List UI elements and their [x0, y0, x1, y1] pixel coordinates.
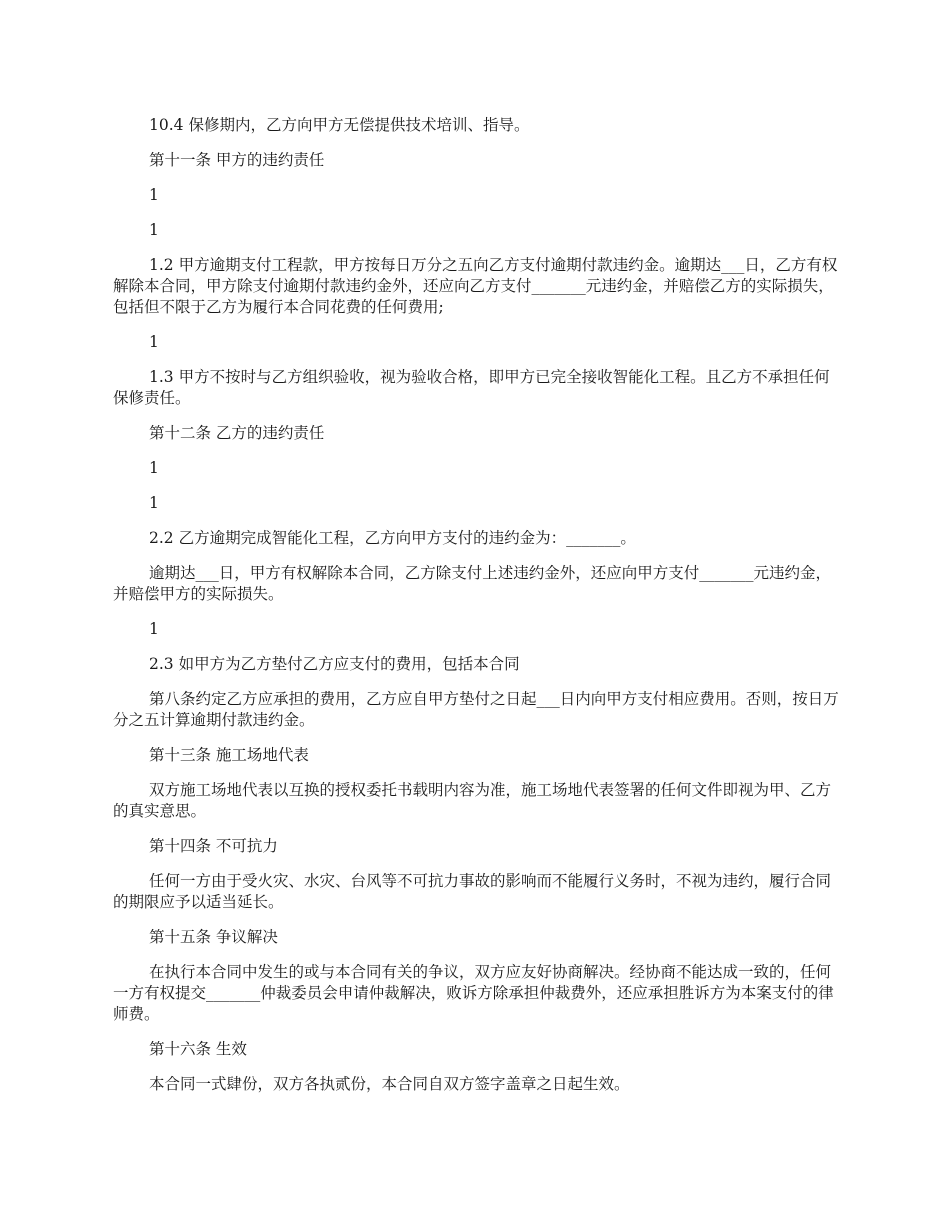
overdue-clause-text: 逾期达___日，甲方有权解除本合同，乙方除支付上述违约金外，还应向甲方支付_______元违约金，并赔偿甲方的实际损失。	[113, 564, 832, 603]
item-number: 1	[149, 221, 159, 239]
article-14-text: 任何一方由于受火灾、水灾、台风等不可抗力事故的影响而不能履行义务时，不视为违约，履行合同的期限应予以适当延长。	[113, 872, 832, 911]
item-number: 1	[149, 494, 159, 512]
article-16-text: 本合同一式肆份，双方各执贰份，本合同自双方签字盖章之日起生效。	[149, 1075, 630, 1093]
article-15-heading: 第十五条 争议解决	[149, 928, 278, 946]
item-number: 1	[149, 333, 159, 351]
clause-2-3-text: 2.3 如甲方为乙方垫付乙方应支付的费用，包括本合同	[149, 655, 520, 673]
article-11-heading: 第十一条 甲方的违约责任	[149, 151, 325, 169]
clause-2-2-text: 2.2 乙方逾期完成智能化工程，乙方向甲方支付的违约金为：_______。	[149, 529, 636, 547]
article-14-heading: 第十四条 不可抗力	[149, 837, 278, 855]
article-12-heading: 第十二条 乙方的违约责任	[149, 424, 325, 442]
article-16-heading: 第十六条 生效	[149, 1040, 247, 1058]
article-13-heading: 第十三条 施工场地代表	[149, 746, 309, 764]
article-15-text: 在执行本合同中发生的或与本合同有关的争议，双方应友好协商解决。经协商不能达成一致的，任何一方有权提交_______仲裁委员会申请仲裁解决，败诉方除承担仲裁费外，还应承担胜诉方为本案支付的律师费。	[113, 963, 834, 1023]
clause-1-2-text: 1.2 甲方逾期支付工程款，甲方按每日万分之五向乙方支付逾期付款违约金。逾期达___日，乙方有权解除本合同，甲方除支付逾期付款违约金外，还应向乙方支付_______元违约金，并赔偿乙方的实际损失，包括但不限于乙方为履行本合同花费的任何费用;	[113, 256, 838, 316]
clause-1-3-text: 1.3 甲方不按时与乙方组织验收，视为验收合格，即甲方已完全接收智能化工程。且乙方不承担任何保修责任。	[113, 368, 830, 407]
item-number: 1	[149, 459, 159, 477]
document-body	[113, 115, 841, 1109]
clause-10-4-text: 10.4 保修期内，乙方向甲方无偿提供技术培训、指导。	[149, 116, 530, 134]
article-8-reference-text: 第八条约定乙方应承担的费用，乙方应自甲方垫付之日起___日内向甲方支付相应费用。否则，按日万分之五计算逾期付款违约金。	[113, 690, 839, 729]
item-number: 1	[149, 186, 159, 204]
item-number: 1	[149, 620, 159, 638]
article-13-text: 双方施工场地代表以互换的授权委托书载明内容为准，施工场地代表签署的任何文件即视为甲、乙方的真实意思。	[113, 781, 832, 820]
